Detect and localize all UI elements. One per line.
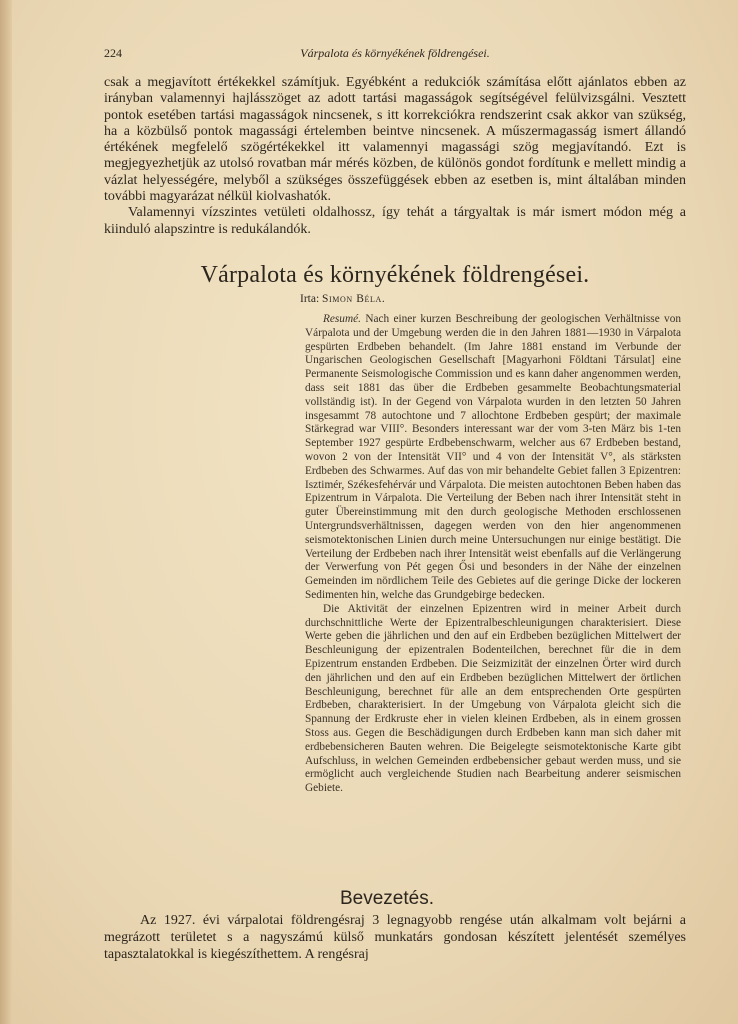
resume-paragraph-1 (305, 313, 681, 603)
intro-paragraph-1: csak a megjavított értékekkel számítjuk. Egyébként a redukciók számítása előtt ajánlatos ebben az irányban valamennyi hajlásszöget az adott tartási magasságok segítségével felülvizsgálni. Vesztett pontok esetében tartási magasságok nincsenek, s itt korrekciókra rendszerint csak akkor van szükség, ha a közbülső pontok magassági értelemben beintve nincsenek. A műszermagasság ismert állandó értékének megfelelő szögértékekkel itt valamennyi magassági szög megjavítandó. Ezt is megjegyezhetjük az utolsó rovatban már mérés közben, de különös gondot fordítunk e mellett mindig a vázlat helyességére, melyből a szükséges összefüggések ebben az esetben is, mint általában minden további magyarázat nélkül kiolvashatók. (104, 75, 686, 205)
intro-text (104, 75, 686, 238)
article-title: Várpalota és környékének földrengései. (200, 262, 590, 288)
article-byline (300, 293, 385, 305)
resume-block (305, 313, 681, 796)
section-paragraph: Az 1927. évi várpalotai földrengésraj 3 legnagyobb rengése után alkalmam volt bejárni a megrázott területet s a nagyszámú külső munkatárs gondosan készített jelentését személyes tapasztalatokkal is kiegészíthettem. A rengésraj (104, 913, 686, 962)
section-heading: Bevezetés. (340, 888, 434, 909)
intro-paragraph-2: Valamennyi vízszintes vetületi oldalhossz, így tehát a tárgyaltak is már ismert módon még a kiinduló alapszintre is redukálandók. (104, 205, 686, 237)
resume-paragraph-2: Die Aktivität der einzelnen Epizentren wird in meiner Arbeit durch durchschnittliche Werte der Epizentralbeschleunigungen charakterisiert. Diese Werte geben die jährlichen und den auf ein Erdbeben bezüglichen Mittelwert der Beschleunigung der epizentralen Bodenteilchen, berechnet für die in dem Epizentrum enstanden Erdbeben. Die Seizmizität der einzelnen Örter wird durch den jährlichen und den auf ein Erdbeben bezüglichen Mittelwert der örtlichen Beschleunigung, berechnet für alle an dem entsprechenden Orte gespürten Erdbeben, charakterisiert. In der Umgebung von Várpalota gleicht sich die Spannung der Erdkruste eher in vielen kleinen Erdbeben, als in einem grossen Stoss aus. Gegen die Beschädigungen durch Erdbeben kann man sich daher mit erdbebensicheren Bauten wehren. Die Beigelegte seismotektonische Karte gibt Aufschluss, in welchen Gemeinden erdbebensicher gebaut werden muss, und sie ermöglicht auch vergleichende Studien nach Bearbeitung anderer seismischen Gebiete. (305, 602, 681, 795)
page-number: 224 (104, 46, 122, 60)
resume-label: Resumé. (323, 313, 361, 325)
running-title: Várpalota és környékének földrengései. (300, 46, 490, 60)
author-name: Simon Béla. (322, 293, 386, 305)
section-text (104, 912, 686, 963)
page-binding-edge (0, 0, 12, 1024)
page-header (104, 46, 686, 66)
byline-prefix: Irta: (300, 293, 320, 305)
resume-paragraph-1-text: Nach einer kurzen Beschreibung der geologischen Verhältnisse von Várpalota und der Umgebung werden die in den Jahren 1881—1930 in Várpalota gespürten Erdbeben behandelt. (Im Jahre 1881 enstand im Verbunde der Ungarischen Geologischen Gesellschaft [Magyarhoni Földtani Társulat] eine Permanente Seismologische Commission und es kann daher angenommen werden, dass seit 1881 das über die Erdbeben gesammelte Beobachtungsmaterial vollständig ist). In der Gegend von Várpalota wurden in den letzten 50 Jahren insgesammt 78 autochtone und 7 allochtone Erdbeben gespürt; der maximale Stärkegrad war VIII°. Besonders interessant war der vom 3-ten März bis 1-ten September 1927 gespürte Erdbebenschwarm, welcher aus 67 Erdbeben bestand, wovon 2 von der Intensität VII° und 4 von der Intensität V°, als stärksten Erdbeben des Schwarmes. Auf das von mir behandelte Gebiet fallen 3 Epizentren: Isztimér, Székesfehérvár und Várpalota. Die meisten autochtonen Beben haben das Epizentrum in Várpalota. Die Verteilung der Beben nach ihrer Intensität steht in guter Übereinstimmung mit den durch geologische Methoden erschlossenen Untergrundsverhältnissen, dagegen werden von den hier angenommenen seismotektonischen Linien durch meine Untersuchungen nur einige bestätigt. Die Verteilung der Erdbeben nach ihrer Intensität weist ebenfalls auf die Verlängerung der Verwerfung von Pét gegen Ősi und besonders in der Nähe der einzelnen Gemeinden im nördlichem Teile des Gebietes auf die geringe Dicke der lockeren Sedimenten hin, welche das Grundgebirge bedecken. (305, 313, 681, 601)
